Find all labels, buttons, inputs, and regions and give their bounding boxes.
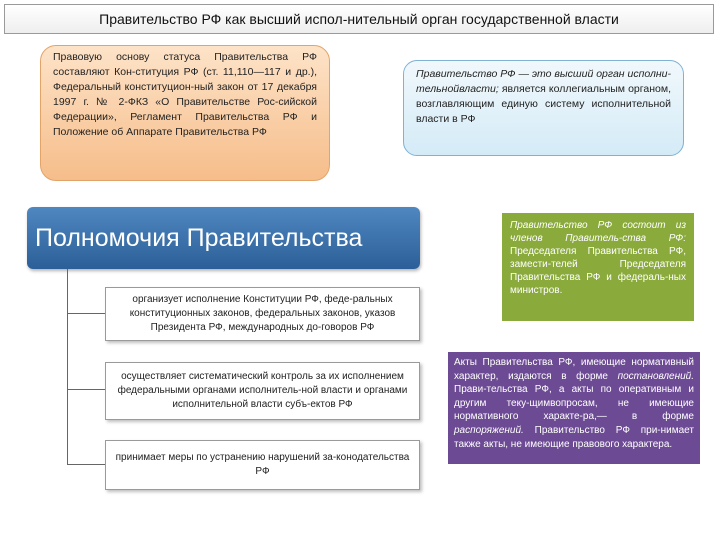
acts-box [448, 352, 700, 464]
power-item-3-text: принимает меры по устранению нарушений за-конодательства РФ [115, 452, 410, 477]
powers-title: Полномочия Правительства [35, 223, 363, 252]
acts-italic-2: распоряжений. [454, 424, 524, 436]
definition-italic: Правительство РФ — это высший орган исполни-тельнойвласти; [416, 68, 671, 95]
definition-text: является коллегиальным органом, возглавляющим единую систему исполнительной власти в РФ [416, 83, 671, 125]
legal-basis-text: Правовую основу статуса Правительства РФ составляют Кон-ституция РФ (ст. 11,110—117 и др.), Федеральный конституцион-ный закон от 17 декабря 1997 г. № 2-ФКЗ «О Правительстве Рос-сийской Федерации», Регламент Правительства РФ и Положение об Аппарате Правительства РФ [53, 51, 317, 138]
power-item-1-text: организует исполнение Конституции РФ, феде-ральных конституционных законов, федеральных законов, указов Президента РФ, международных до-говоров РФ [129, 294, 396, 333]
powers-title-bar [27, 207, 420, 269]
acts-text-3: Правительство РФ при-нимает также акты, не имеющие правового характера. [454, 424, 694, 450]
composition-italic: Правительство РФ состоит из членов Правитель-ства РФ: [510, 220, 686, 244]
tree-connector-branch-1 [67, 313, 105, 314]
composition-box [502, 213, 694, 321]
acts-text-2: Прави-тельства РФ, а акты по оперативным и другим теку-щимвопросам, не имеющие нормативного характе-ра,— в форме [454, 384, 694, 423]
acts-text-1: Акты Правительства РФ, имеющие нормативный характер, издаются в форме [454, 357, 694, 382]
definition-box [403, 60, 684, 156]
power-item-2-text: осуществляет систематический контроль за их исполнением федеральными органами исполнитель-ной власти и органами исполнительной власти субъ-ектов РФ [117, 371, 408, 410]
power-item-2 [105, 362, 420, 420]
slide-title-text: Правительство РФ как высший испол-нительный орган государственной власти [99, 11, 619, 27]
legal-basis-box [40, 45, 330, 181]
power-item-1 [105, 287, 420, 341]
slide-title [4, 4, 714, 34]
power-item-3 [105, 440, 420, 490]
acts-italic-1: постановлений. [617, 370, 694, 382]
tree-connector-branch-3 [67, 464, 105, 465]
composition-text: Председателя Правительства РФ, замести-телей Председателя Правительства РФ и федераль-ных министров. [510, 246, 686, 296]
tree-connector-branch-2 [67, 389, 105, 390]
tree-connector-vertical [67, 269, 68, 464]
